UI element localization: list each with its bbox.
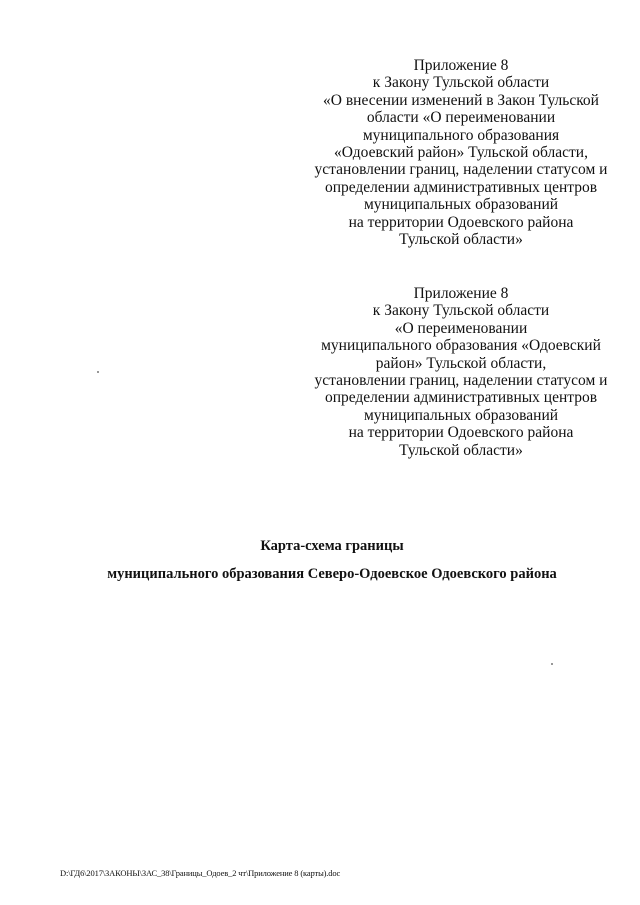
- appendix-line: определении административных центров: [324, 178, 598, 196]
- appendix-line: муниципальных образований: [363, 196, 559, 214]
- appendix-line: на территории Одоевского района: [348, 424, 574, 442]
- map-subtitle: муниципального образования Северо-Одоевское Одоевского района: [107, 566, 557, 582]
- appendix-line: на территории Одоевского района: [348, 213, 574, 231]
- map-title: Карта-схема границы: [260, 538, 404, 554]
- appendix-line: установлении границ, наделении статусом и: [314, 161, 608, 179]
- appendix-line: установлении границ, наделении статусом и: [314, 372, 608, 390]
- appendix-line: определении административных центров: [324, 389, 598, 407]
- appendix-line: район» Тульской области,: [375, 354, 547, 372]
- appendix-line: Тульской области»: [399, 231, 523, 249]
- scan-speck: [97, 371, 99, 373]
- appendix-line: Приложение 8: [413, 57, 509, 74]
- appendix-line: к Закону Тульской области: [372, 74, 550, 92]
- appendix-line: «О переименовании: [394, 319, 528, 337]
- footer-file-path: D:\ГД6\2017\ЗАКОНЫ\ЗАС_38\Границы_Одоев_2 чт\Приложение 8 (карты).doc: [60, 868, 341, 878]
- appendix-line: к Закону Тульской области: [372, 302, 550, 320]
- scan-speck: [551, 663, 553, 665]
- appendix-line: «Одоевский район» Тульской области,: [334, 144, 588, 162]
- appendix-line: муниципальных образований: [363, 406, 559, 424]
- appendix-line: Приложение 8: [413, 285, 509, 302]
- appendix-heading-amendment: [300, 57, 622, 248]
- appendix-line: области «О переименовании: [366, 109, 556, 127]
- appendix-line: муниципального образования «Одоевский: [321, 337, 601, 355]
- appendix-line: «О внесении изменений в Закон Тульской: [323, 91, 599, 109]
- appendix-line: муниципального образования: [362, 126, 560, 144]
- appendix-line: Тульской области»: [399, 441, 523, 459]
- appendix-heading-original: [300, 285, 622, 459]
